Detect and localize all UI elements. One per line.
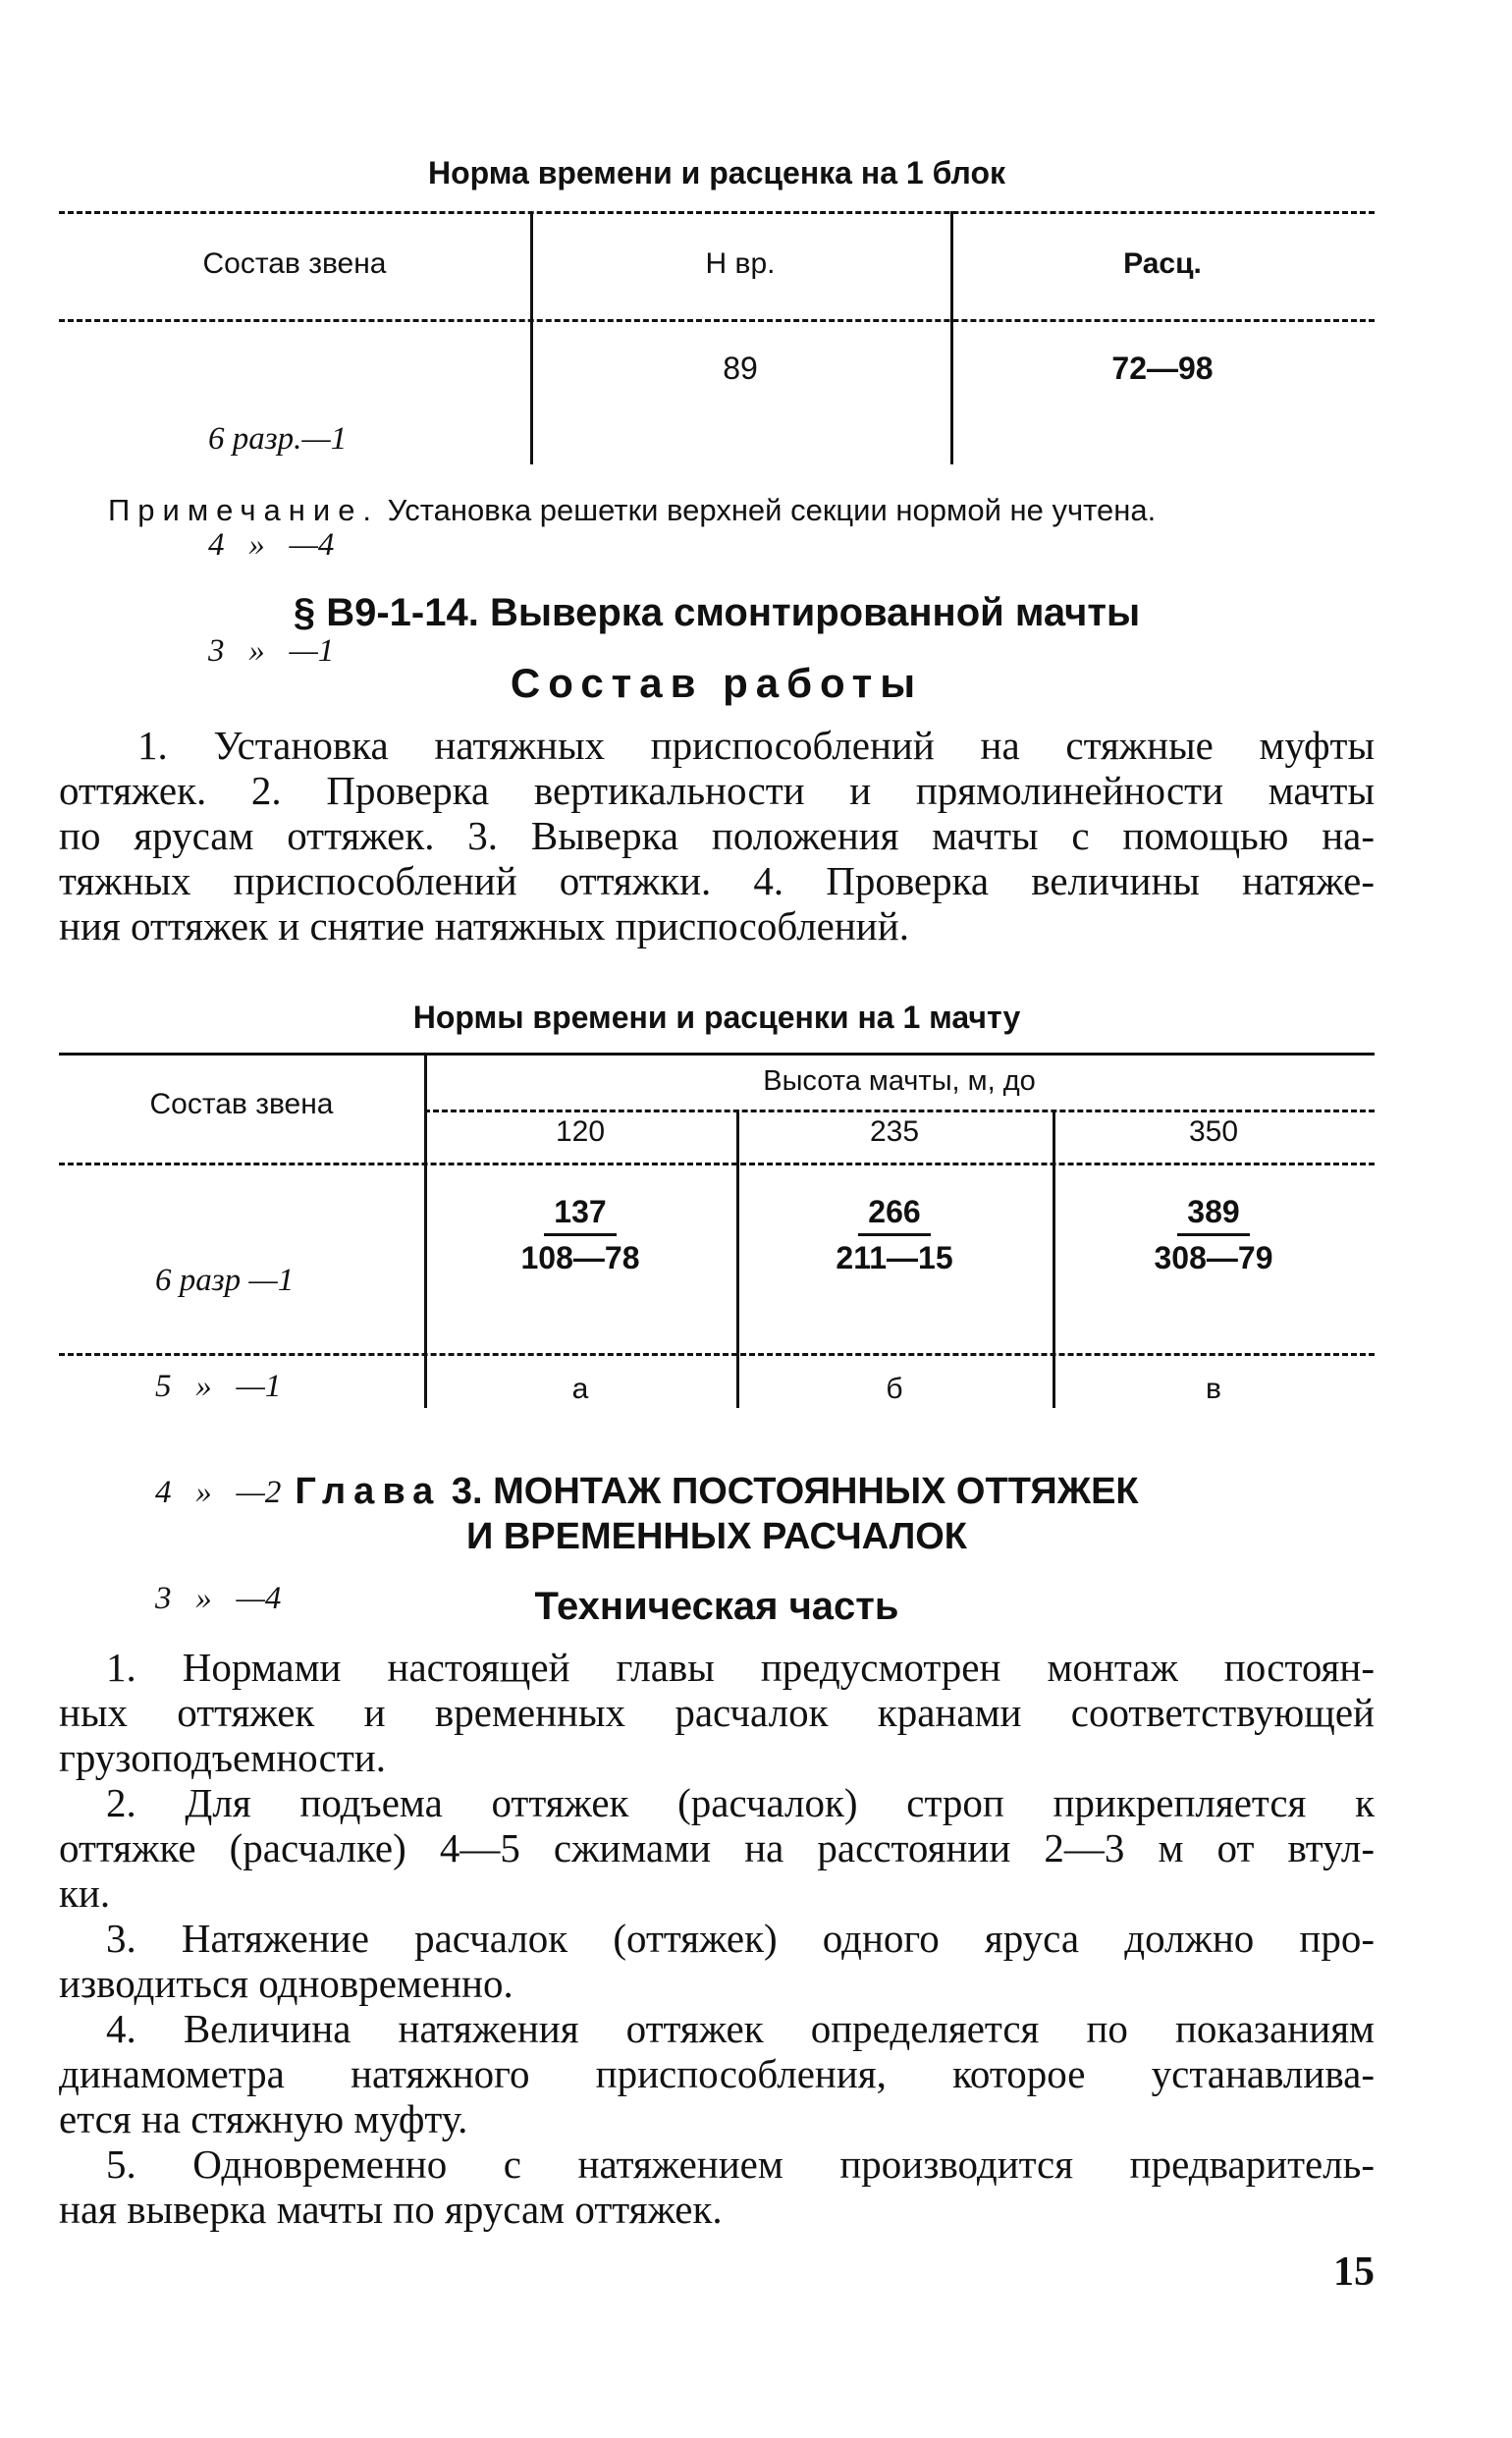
chapter-line: изводиться одновременно.: [59, 1961, 513, 2006]
chapter-title-line1: 3. МОНТАЖ ПОСТОЯННЫХ ОТТЯЖЕК: [451, 1471, 1139, 1512]
chapter-subheading: Техническая часть: [534, 1585, 899, 1628]
section-line: 1. Установка натяжных приспособлений на стяжные муфты: [137, 723, 1375, 768]
chapter-paragraph-1: [59, 1645, 1375, 1780]
chapter-line: ется на стяжную муфту.: [59, 2096, 468, 2141]
chapter-paragraph-3: [59, 1916, 1375, 2006]
page-number: 15: [1333, 2249, 1375, 2295]
chapter-line: ных оттяжек и временных расчалок кранами соответствующей: [59, 1690, 1375, 1735]
table2-norm-c: 389: [1177, 1190, 1249, 1236]
table1-header-crew: Состав звена: [202, 247, 387, 280]
chapter-line: динамометра натяжного приспособления, которое устанавлива-: [59, 2051, 1375, 2096]
table2-height-rule: [424, 1110, 1375, 1112]
table1-crew-row: 3 » —1: [208, 633, 335, 669]
table1-header-rule: [59, 319, 1375, 322]
table2-top-rule: [59, 1053, 1375, 1056]
table1-title: Норма времени и расценка на 1 блок: [427, 155, 1005, 190]
table2-col-label-c: в: [1206, 1373, 1221, 1405]
chapter-paragraph-5: [59, 2141, 1375, 2232]
chapter-line: ная выверка мачты по ярусам оттяжек.: [59, 2187, 723, 2232]
chapter-line: 4. Величина натяжения оттяжек определяется по показаниям: [106, 2006, 1375, 2051]
table2-header-height: Высота мачты, м, до: [763, 1065, 1036, 1097]
table2-height-120: 120: [555, 1115, 606, 1148]
chapter-line: 5. Одновременно с натяжением производится предваритель-: [106, 2141, 1375, 2187]
chapter-paragraph-4: [59, 2006, 1375, 2141]
table2-header-crew: Состав звена: [149, 1088, 334, 1120]
table2-crew-row: 6 разр —1: [155, 1263, 295, 1298]
note-text: Установка решетки верхней секции нормой не учтена.: [387, 493, 1157, 527]
chapter-paragraph-2: [59, 1780, 1375, 1916]
table2-cell-b: [736, 1190, 1053, 1279]
section-line: оттяжек. 2. Проверка вертикальности и прямолинейности мачты: [59, 768, 1375, 813]
note-label: Примечание.: [108, 493, 380, 527]
section-body: [59, 723, 1375, 948]
section-subheading: Состав работы: [510, 660, 924, 706]
table1-rate-value: 72—98: [1111, 351, 1214, 386]
chapter-line: 1. Нормами настоящей главы предусмотрен монтаж постоян-: [106, 1645, 1375, 1690]
table1-norm-value: 89: [723, 351, 758, 386]
table2-cell-a: [424, 1190, 736, 1279]
chapter-label: Глава: [295, 1471, 442, 1512]
chapter-line: ки.: [59, 1870, 111, 1916]
table2-col-label-b: б: [886, 1373, 903, 1405]
table2-rate-c: 308—79: [1154, 1240, 1273, 1275]
table2-col-label-a: а: [571, 1373, 589, 1405]
table1-crew-row: 4 » —4: [208, 527, 335, 563]
table2-height-350: 350: [1188, 1115, 1239, 1148]
table2-rate-a: 108—78: [520, 1240, 640, 1275]
table2-bottom-rule: [59, 1353, 1375, 1356]
table1-crew-row: 6 разр.—1: [208, 421, 348, 457]
chapter-line: оттяжке (расчалке) 4—5 сжимами на расстоянии 2—3 м от втул-: [59, 1825, 1375, 1870]
chapter-line: 2. Для подъема оттяжек (расчалок) строп прикрепляется к: [106, 1780, 1375, 1825]
chapter-line: грузоподъемности.: [59, 1735, 386, 1780]
table2-height-235: 235: [869, 1115, 920, 1148]
section-line: ния оттяжек и снятие натяжных приспособлений.: [59, 903, 909, 948]
table2-norm-a: 137: [544, 1190, 616, 1236]
section-heading: § В9-1-14. Выверка смонтированной мачты: [293, 591, 1141, 634]
table1-header-rate: Расц.: [1123, 247, 1202, 280]
section-line: по ярусам оттяжек. 3. Выверка положения мачты с помощью на-: [59, 813, 1375, 858]
table2-crew-row: 3 » —4: [155, 1581, 282, 1616]
chapter-body: [59, 1645, 1375, 2232]
table1-header-norm: Н вр.: [705, 247, 776, 280]
chapter-line: 3. Натяжение расчалок (оттяжек) одного яруса должно про-: [106, 1916, 1375, 1961]
section-line: тяжных приспособлений оттяжки. 4. Проверка величины натяже-: [59, 858, 1375, 903]
table2-norm-b: 266: [858, 1190, 930, 1236]
chapter-title-line2: И ВРЕМЕННЫХ РАСЧАЛОК: [465, 1516, 967, 1557]
note: [108, 493, 1156, 528]
table2-rate-b: 211—15: [836, 1240, 953, 1275]
table2-cell-c: [1053, 1190, 1375, 1279]
table2-crew-row: 4 » —2: [155, 1475, 282, 1510]
table2-crew-list: [155, 1192, 294, 1652]
table2-header-rule: [59, 1163, 1375, 1165]
table1-top-rule: [59, 211, 1375, 214]
table2-title: Нормы времени и расценки на 1 мачту: [412, 1000, 1021, 1035]
chapter-title: [59, 1469, 1375, 1559]
table2-crew-row: 5 » —1: [155, 1369, 282, 1404]
